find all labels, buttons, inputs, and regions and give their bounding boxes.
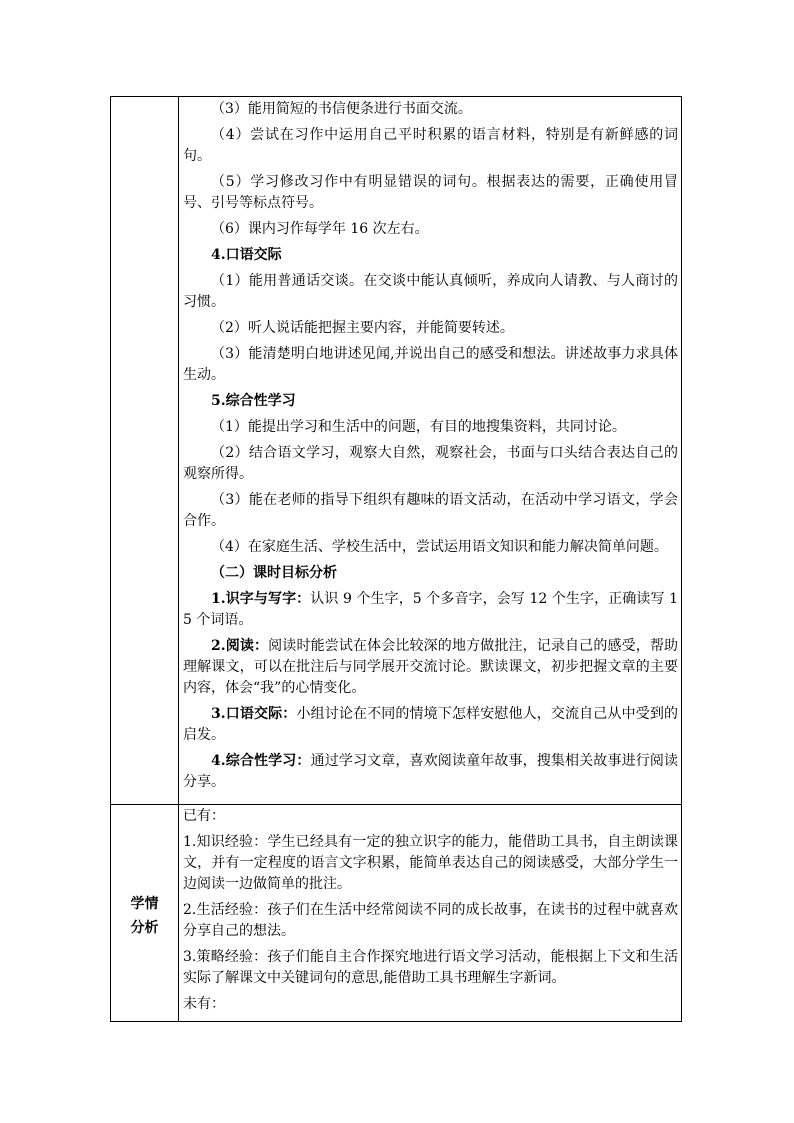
row-divider xyxy=(111,804,681,805)
paragraph: （1）能提出学习和生活中的问题，有目的地搜集资料，共同讨论。 xyxy=(211,419,626,435)
goal-label: 3.口语交际： xyxy=(211,706,297,722)
subsection-heading: （二）课时目标分析 xyxy=(211,565,337,581)
section-heading: 5.综合性学习 xyxy=(211,393,296,409)
analysis-line: 1.知识经验：学生已经具有一定的独立识字的能力，能借助工具书，自主朗读课文，并有一定程度的语言文字积累，能简单表达自己的阅读感受，大部分学生一边阅读一边做简单的批注。 xyxy=(183,834,678,892)
goal-label: 2.阅读： xyxy=(211,638,269,654)
paragraph: （3）能清楚明白地讲述见闻,并说出自己的感受和想法。讲述故事力求具体生动。 xyxy=(183,346,678,383)
goal-text: 阅读时能尝试在体会比较深的地方做批注，记录自己的感受，帮助理解课文，可以在批注后与同学展开交流讨论。默读课文，初步把握文章的主要内容，体会“我”的心情变化。 xyxy=(183,638,678,696)
lesson-plan-table xyxy=(110,96,682,1022)
analysis-label-line: 学情 xyxy=(130,896,159,912)
paragraph: （3）能在老师的指导下组织有趣味的语文活动，在活动中学习语文，学会合作。 xyxy=(183,492,678,529)
goal-item xyxy=(183,589,678,631)
analysis-line: 3.策略经验：孩子们能自主合作探究地进行语文学习活动，能根据上下文和生活实际了解课文中关键词句的意思,能借助工具书理解生字新词。 xyxy=(183,949,678,986)
paragraph: （3）能用简短的书信便条进行书面交流。 xyxy=(211,101,472,117)
goal-item xyxy=(183,636,678,699)
goal-label: 1.识字与写字： xyxy=(211,591,311,607)
goal-item xyxy=(183,751,678,793)
analysis-label-line: 分析 xyxy=(130,920,159,936)
analysis-line: 2.生活经验：孩子们在生活中经常阅读不同的成长故事，在读书的过程中就喜欢分享自己的想法。 xyxy=(183,902,678,939)
paragraph: （6）课内习作每学年 16 次左右。 xyxy=(211,221,429,237)
paragraph: （2）听人说话能把握主要内容，并能简要转述。 xyxy=(211,320,514,336)
goal-item xyxy=(183,704,678,746)
goals-cell xyxy=(183,99,678,793)
section-heading: 4.口语交际 xyxy=(211,247,282,263)
paragraph: （4）在家庭生活、学校生活中，尝试运用语文知识和能力解决简单问题。 xyxy=(211,539,668,555)
goal-label: 4.综合性学习： xyxy=(211,753,311,769)
analysis-line: 已有： xyxy=(183,808,225,824)
paragraph: （1）能用普通话交谈。在交谈中能认真倾听，养成向人请教、与人商讨的习惯。 xyxy=(183,273,678,310)
paragraph: （5）学习修改习作中有明显错误的词句。根据表达的需要，正确使用冒号、引号等标点符号。 xyxy=(183,174,678,211)
goal-text: 认识 9 个生字，5 个多音字，会写 12 个生字，正确读写 15 个词语。 xyxy=(183,591,678,628)
analysis-label xyxy=(111,892,178,940)
paragraph: （2）结合语文学习，观察大自然，观察社会，书面与口头结合表达自己的观察所得。 xyxy=(183,445,678,482)
goal-text: 小组讨论在不同的情境下怎样安慰他人，交流自己从中受到的启发。 xyxy=(183,706,678,743)
analysis-line: 未有： xyxy=(183,996,225,1012)
paragraph: （4）尝试在习作中运用自己平时积累的语言材料，特别是有新鲜感的词句。 xyxy=(183,127,678,164)
column-divider xyxy=(178,97,179,1021)
goal-text: 通过学习文章，喜欢阅读童年故事，搜集相关故事进行阅读分享。 xyxy=(183,753,678,790)
analysis-cell xyxy=(183,806,678,1015)
